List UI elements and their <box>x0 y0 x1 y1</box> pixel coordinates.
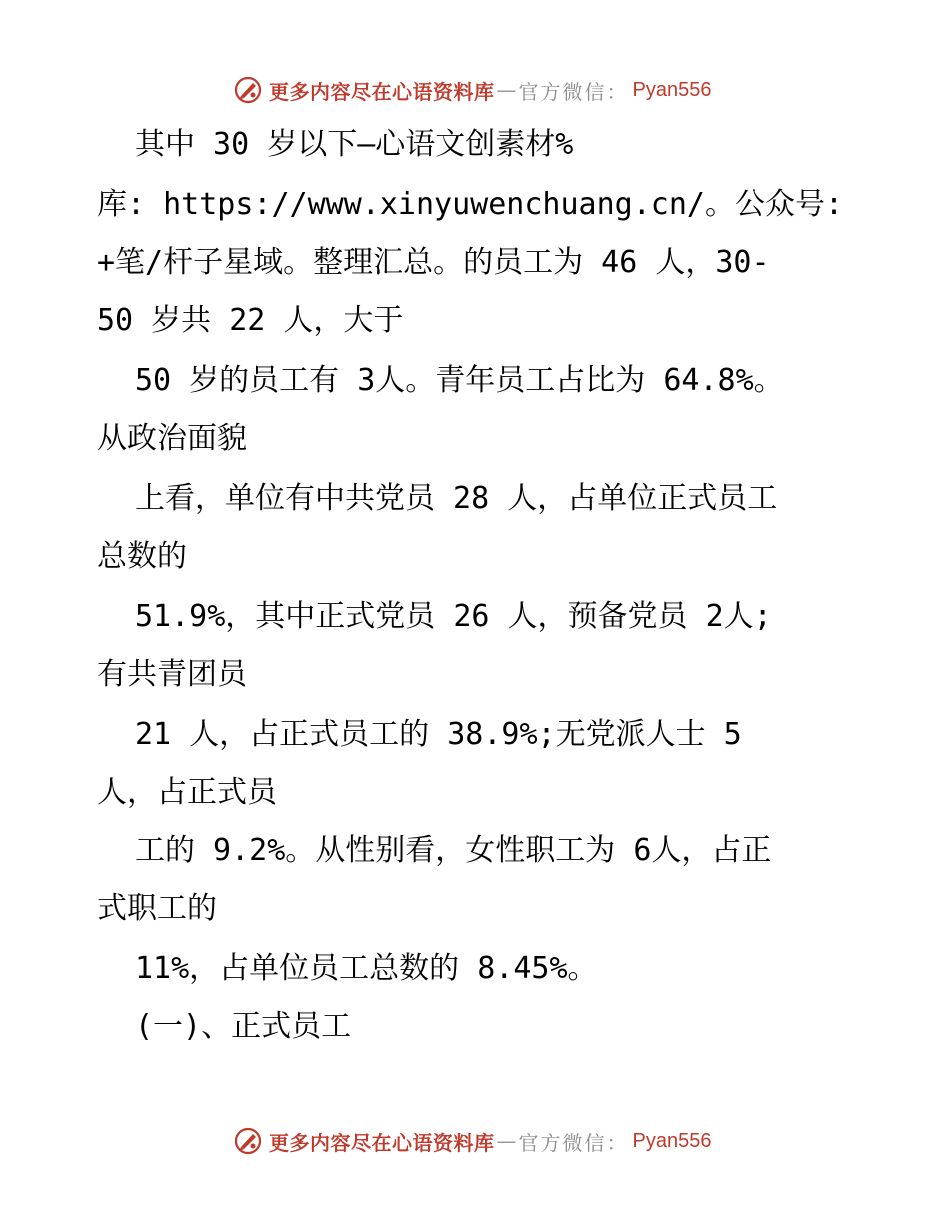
text-line: 50 岁共 22 人，大于 <box>97 303 404 338</box>
text-line: 总数的 <box>97 539 187 574</box>
text-line: 其中 30 岁以下—心语文创素材% <box>135 127 574 162</box>
text-line: 有共青团员 <box>97 657 247 692</box>
header-wechat-label: 官方微信： <box>518 79 629 104</box>
header-wechat-id: Pyan556 <box>632 78 712 101</box>
footer-promo-text: 更多内容尽在心语资料库 <box>269 1130 495 1155</box>
text-line: 上看，单位有中共党员 28 人，占单位正式员工 <box>135 481 778 516</box>
text-line: 式职工的 <box>97 891 217 926</box>
text-line: 21 人，占正式员工的 38.9%;无党派人士 5 <box>135 717 742 752</box>
footer-banner <box>233 1124 711 1158</box>
footer-wechat-id: Pyan556 <box>632 1129 712 1152</box>
quill-pen-seal-icon <box>233 75 263 105</box>
text-line: +笔/杆子星域。整理汇总。的员工为 46 人，30- <box>97 245 770 280</box>
text-line: 51.9%，其中正式党员 26 人，预备党员 2人; <box>135 599 772 634</box>
header-banner <box>233 73 711 107</box>
text-line: 从政治面貌 <box>97 421 247 456</box>
header-promo-text: 更多内容尽在心语资料库 <box>269 79 495 104</box>
text-line: 11%，占单位员工总数的 8.45%。 <box>135 951 598 986</box>
header-separator: — <box>496 78 517 102</box>
quill-pen-seal-icon <box>233 1126 263 1156</box>
section-heading: (一)、正式员工 <box>135 1009 352 1044</box>
footer-wechat-label: 官方微信： <box>518 1130 629 1155</box>
text-line: 50 岁的员工有 3人。青年员工占比为 64.8%。 <box>135 363 784 398</box>
text-line: 人，占正式员 <box>97 775 277 810</box>
text-line: 库: https://www.xinyuwenchuang.cn/。公众号: <box>97 187 844 222</box>
footer-separator: — <box>496 1129 517 1153</box>
text-line: 工的 9.2%。从性别看，女性职工为 6人，占正 <box>135 833 772 868</box>
